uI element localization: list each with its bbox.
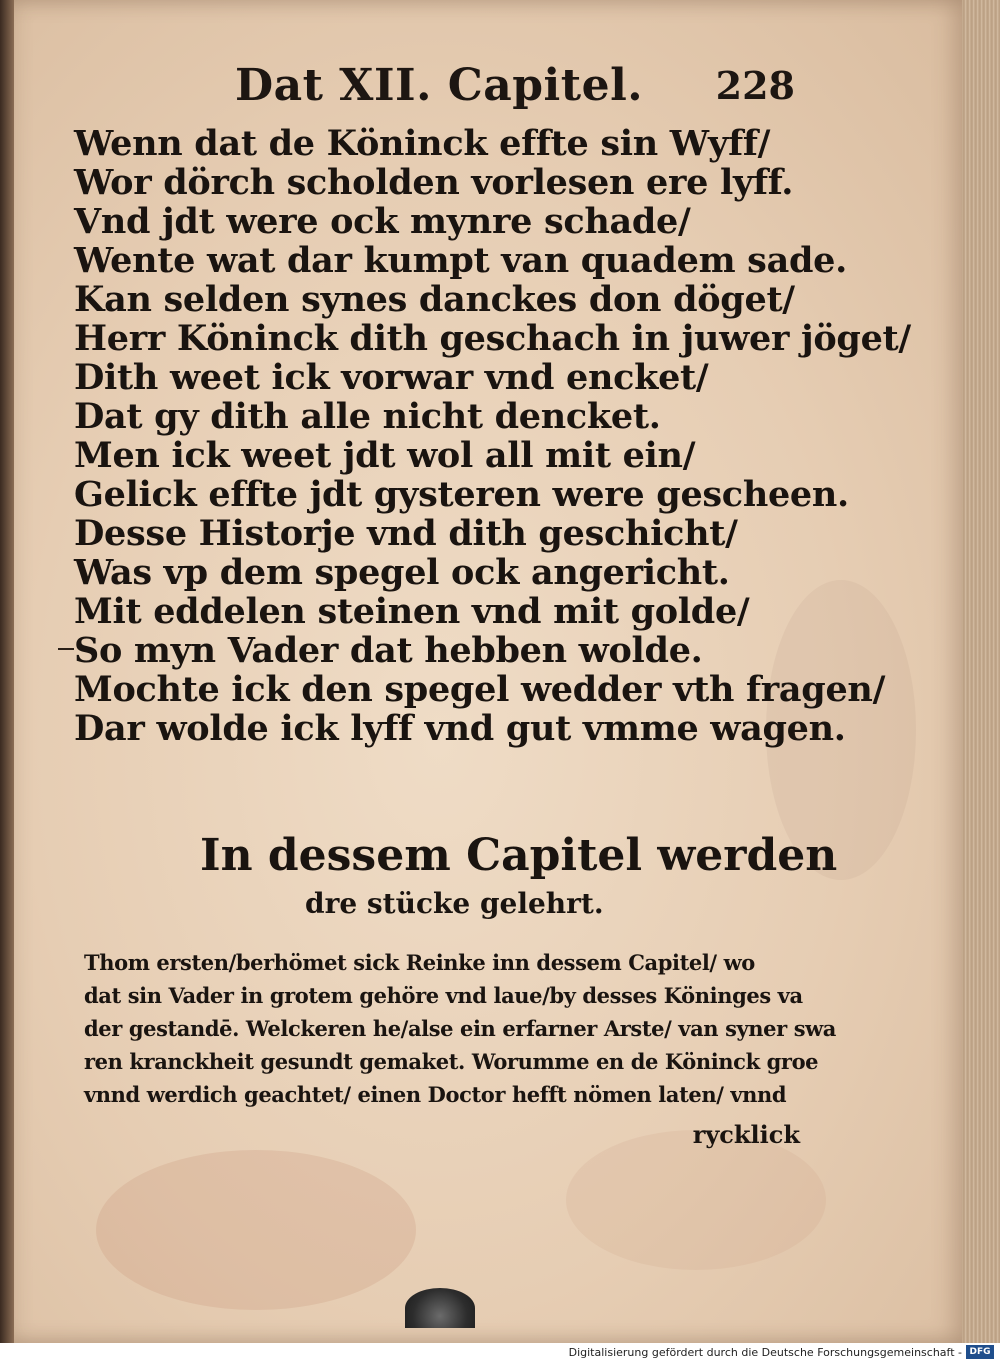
verse-line: Dith weet ick vorwar vnd encket/ — [74, 357, 709, 398]
section-subheading: dre stücke gelehrt. — [305, 887, 604, 920]
verse-line: Vnd jdt were ock mynre schade/ — [74, 201, 691, 242]
prose-line: vnnd werdich geachtet/ einen Doctor hefft nömen laten/ vnnd — [84, 1082, 787, 1107]
verse-line: Dar wolde ick lyff vnd gut vmme wagen. — [74, 708, 846, 749]
verse-block — [74, 123, 911, 749]
verse-line: Wenn dat de Köninck effte sin Wyff/ — [74, 123, 771, 164]
prose-line: ren kranckheit gesundt gemaket. Worumme en de Köninck groe — [84, 1049, 819, 1074]
verse-line: Wor dörch scholden vorlesen ere lyff. — [74, 162, 794, 203]
verse-line: So myn Vader dat hebben wolde. — [74, 630, 703, 671]
binder-clip — [405, 1288, 475, 1328]
prose-line: dat sin Vader in grotem gehöre vnd laue/by desses Köninges va — [84, 983, 803, 1008]
book-gutter — [0, 0, 14, 1343]
margin-mark — [58, 648, 74, 650]
water-stain — [96, 1150, 416, 1310]
catchword: rycklick — [692, 1120, 800, 1149]
verse-line: Mochte ick den spegel wedder vth fragen/ — [74, 669, 886, 710]
verse-line: Desse Historje vnd dith geschicht/ — [74, 513, 738, 554]
prose-line: Thom ersten/berhömet sick Reinke inn dessem Capitel/ wo — [84, 950, 755, 975]
verse-line: Gelick effte jdt gysteren were gescheen. — [74, 474, 849, 515]
verse-line: Herr Köninck dith geschach in juwer jöget/ — [74, 318, 911, 359]
page-header — [235, 58, 795, 118]
verse-line: Kan selden synes danckes don döget/ — [74, 279, 795, 320]
verse-line: Wente wat dar kumpt van quadem sade. — [74, 240, 847, 281]
dfg-logo: DFG — [966, 1345, 994, 1359]
verse-line: Was vp dem spegel ock angericht. — [74, 552, 730, 593]
verse-line: Mit eddelen steinen vnd mit golde/ — [74, 591, 750, 632]
section-heading: In dessem Capitel werden — [200, 830, 838, 881]
verse-line: Men ick weet jdt wol all mit ein/ — [74, 435, 696, 476]
page-edges — [962, 0, 1000, 1343]
prose-block — [84, 946, 837, 1111]
running-title: Dat XII. Capitel. — [235, 60, 644, 111]
prose-line: der gestandē. Welckeren he/alse ein erfarner Arste/ van syner swa — [84, 1016, 837, 1041]
verse-line: Dat gy dith alle nicht dencket. — [74, 396, 661, 437]
funding-credit: Digitalisierung gefördert durch die Deutsche Forschungsgemeinschaft - — [568, 1346, 962, 1359]
page-number: 228 — [715, 63, 795, 108]
